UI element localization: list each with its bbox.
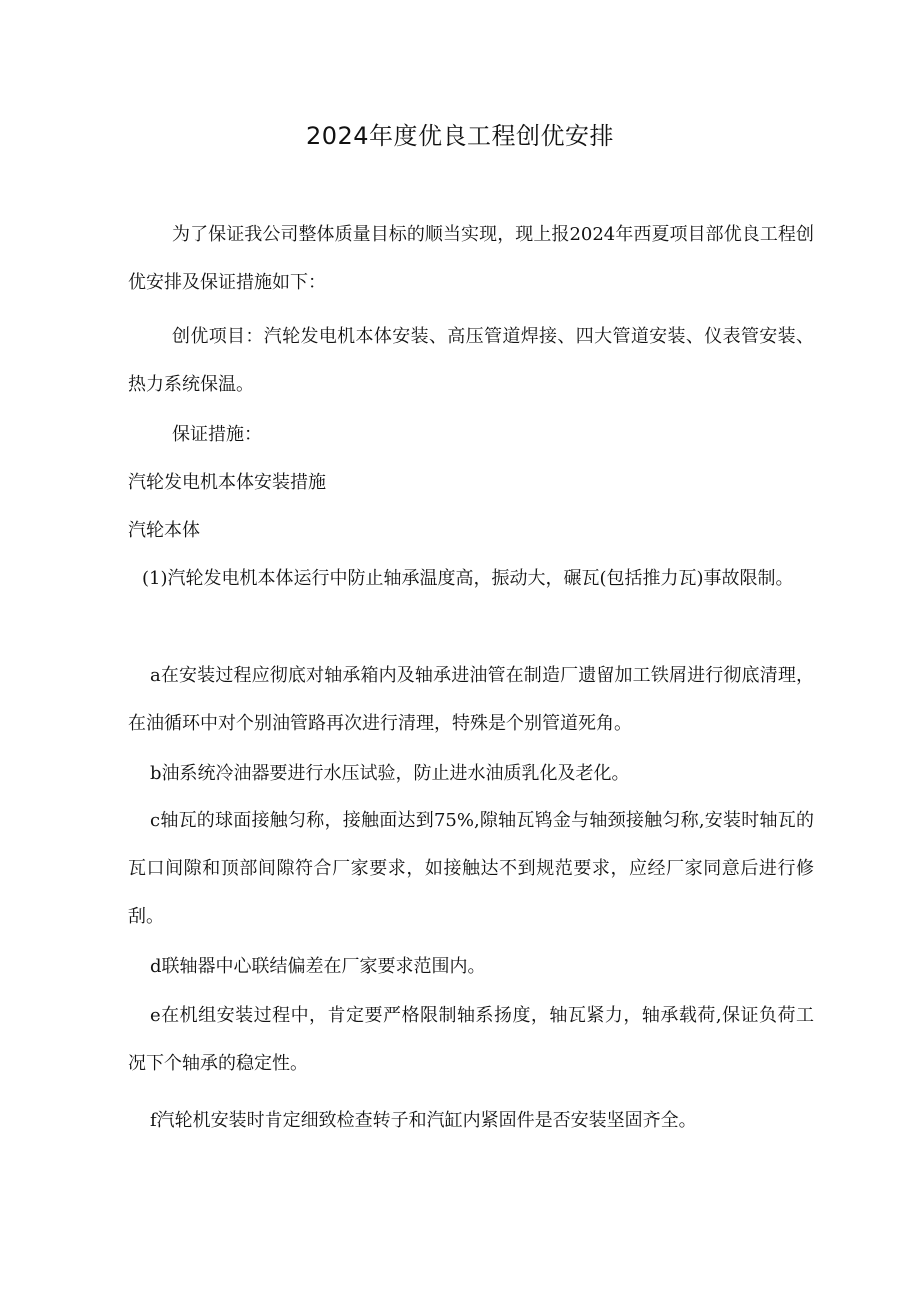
measures-heading: 保证措施： [172, 424, 262, 445]
section-heading: 汽轮发电机本体安装措施 [128, 472, 326, 493]
item-d-paragraph: d联轴器中心联结偏差在厂家要求范围内。 [150, 956, 486, 977]
subsection-heading: 汽轮本体 [128, 520, 200, 541]
item-a-paragraph: a在安装过程应彻底对轴承箱内及轴承进油管在制造厂遗留加工铁屑进行彻底清理，在油循环中对个别油管路再次进行清理，特殊是个别管道死角。 [128, 665, 814, 734]
intro-paragraph: 为了保证我公司整体质量目标的顺当实现，现上报2024年西夏项目部优良工程创优安排及保证措施如下： [128, 224, 814, 293]
document-title: 2024年度优良工程创优安排 [305, 122, 615, 150]
item-b-paragraph: b油系统冷油器要进行水压试验，防止进水油质乳化及老化。 [150, 763, 630, 784]
item-1-paragraph: (1)汽轮发电机本体运行中防止轴承温度高，振动大，碾瓦(包括推力瓦)事故限制。 [142, 568, 794, 589]
projects-paragraph: 创优项目：汽轮发电机本体安装、高压管道焊接、四大管道安装、仪表管安装、热力系统保温。 [128, 326, 814, 395]
item-e-paragraph: e在机组安装过程中，肯定要严格限制轴系扬度，轴瓦紧力，轴承载荷,保证负荷工况下个轴承的稳定性。 [128, 1005, 814, 1074]
item-f-paragraph: f汽轮机安装时肯定细致检查转子和汽缸内紧固件是否安装坚固齐全。 [150, 1110, 697, 1131]
item-c-paragraph: c轴瓦的球面接触匀称，接触面达到75%,隙轴瓦鸨金与轴颈接触匀称,安装时轴瓦的瓦口间隙和顶部间隙符合厂家要求，如接触达不到规范要求，应经厂家同意后进行修刮。 [128, 810, 814, 927]
